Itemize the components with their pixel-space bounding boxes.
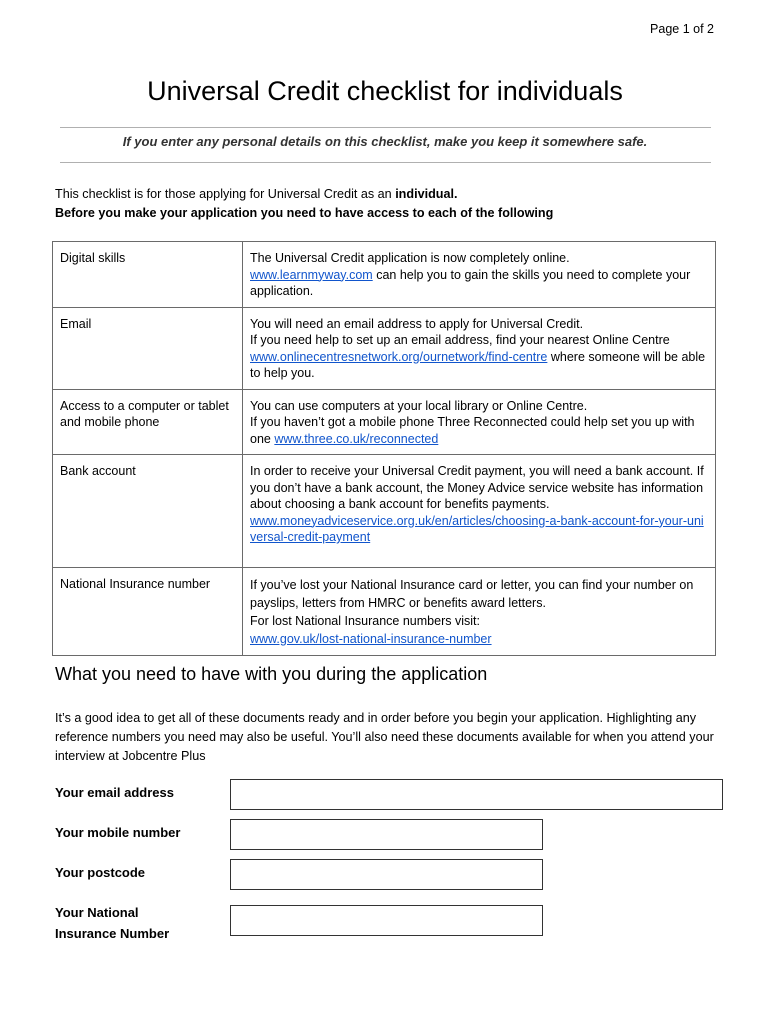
section-heading: What you need to have with you during the application bbox=[55, 664, 488, 684]
description-text: In order to receive your Universal Credit payment, you will need a bank account. If you don’t have a bank account, the Money Advice service website has information about choosing a bank account for benefits payments. bbox=[250, 464, 704, 511]
learnmyway-link[interactable]: www.learnmyway.com bbox=[250, 267, 373, 282]
table-row bbox=[53, 242, 716, 308]
postcode-field[interactable] bbox=[230, 859, 543, 890]
description-text: You will need an email address to apply for Universal Credit. bbox=[250, 316, 584, 331]
row-description bbox=[243, 242, 716, 308]
row-description bbox=[243, 389, 716, 455]
online-centres-link[interactable]: www.onlinecentresnetwork.org/ournetwork/find-centre bbox=[250, 349, 548, 364]
ni-number-field[interactable] bbox=[230, 905, 543, 936]
privacy-warning: If you enter any personal details on this checklist, make you keep it somewhere safe. bbox=[122, 134, 648, 149]
mobile-number-field[interactable] bbox=[230, 819, 543, 850]
ni-number-label bbox=[55, 903, 169, 944]
intro-text: This checklist is for those applying for Universal Credit as an bbox=[55, 187, 396, 201]
three-reconnected-link[interactable]: www.three.co.uk/reconnected bbox=[274, 431, 439, 446]
description-text: If you haven’t got a mobile phone Three Reconnected could help set you up with one bbox=[250, 415, 695, 446]
mobile-label: Your mobile number bbox=[55, 825, 181, 840]
intro-line-2: Before you make your application you need to have access to each of the following bbox=[55, 206, 554, 220]
row-description bbox=[243, 455, 716, 568]
row-label: National Insurance number bbox=[53, 568, 243, 656]
description-text: where someone will be able to help you. bbox=[250, 349, 706, 380]
lost-ni-number-link[interactable]: www.gov.uk/lost-national-insurance-number bbox=[250, 632, 492, 646]
intro-line-1 bbox=[55, 187, 457, 201]
description-text: For lost National Insurance numbers visit: bbox=[250, 614, 480, 628]
requirements-table bbox=[52, 241, 716, 656]
table-row bbox=[53, 455, 716, 568]
description-text: can help you to gain the skills you need to complete your application. bbox=[250, 267, 691, 298]
page-title: Universal Credit checklist for individuals bbox=[147, 76, 623, 106]
description-text: If you need help to set up an email address, find your nearest Online Centre bbox=[250, 333, 670, 347]
money-advice-link[interactable]: www.moneyadviceservice.org.uk/en/articles/choosing-a-bank-account-for-your-universal-credit-payment bbox=[250, 513, 704, 544]
page-number: Page 1 of 2 bbox=[650, 22, 714, 36]
postcode-label: Your postcode bbox=[55, 865, 146, 880]
row-label: Bank account bbox=[53, 455, 243, 568]
section-paragraph: It’s a good idea to get all of these documents ready and in order before you begin your application. Highlighting any reference numbers you need may also be useful. You’ll also need these documents available for when you attend your interview at Jobcentre Plus bbox=[55, 711, 714, 763]
description-text: If you’ve lost your National Insurance card or letter, you can find your number on payslips, letters from HMRC or benefits award letters. bbox=[250, 578, 694, 610]
bottom-divider bbox=[60, 162, 711, 163]
top-divider bbox=[60, 127, 711, 128]
intro-emphasis: individual. bbox=[395, 187, 458, 201]
table-row bbox=[53, 568, 716, 656]
table-row bbox=[53, 389, 716, 455]
email-field[interactable] bbox=[230, 779, 723, 810]
row-description bbox=[243, 307, 716, 389]
description-text: The Universal Credit application is now completely online. bbox=[250, 251, 570, 265]
table-row bbox=[53, 307, 716, 389]
description-text: You can use computers at your local library or Online Centre. bbox=[250, 398, 588, 413]
row-description bbox=[243, 568, 716, 656]
email-label: Your email address bbox=[55, 785, 174, 800]
ni-label-line-2: Insurance Number bbox=[55, 925, 170, 941]
row-label: Access to a computer or tablet and mobile phone bbox=[53, 389, 243, 455]
ni-label-line-1: Your National bbox=[55, 905, 139, 920]
row-label: Email bbox=[53, 307, 243, 389]
row-label: Digital skills bbox=[53, 242, 243, 308]
